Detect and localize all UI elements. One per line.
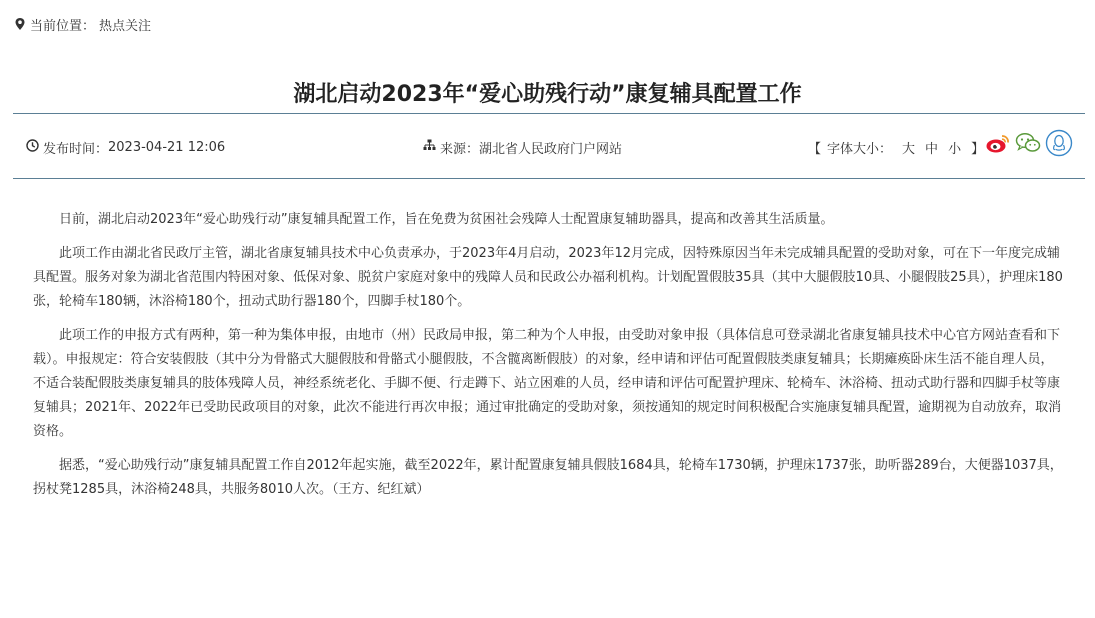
- article-paragraph: 日前，湖北启动2023年“爱心助残行动”康复辅具配置工作，旨在免费为贫困社会残障人士配置康复辅助器具，提高和改善其生活质量。: [59, 212, 834, 227]
- font-size-bracket-right: 】: [971, 141, 985, 157]
- clock-icon: [26, 139, 39, 156]
- breadcrumb: [14, 14, 151, 34]
- sitemap-icon: [423, 139, 436, 155]
- publish-label: 发布时间：: [43, 141, 109, 157]
- breadcrumb-label: 当前位置：: [30, 18, 96, 34]
- article-paragraph: 此项工作由湖北省民政厅主管，湖北省康复辅具技术中心负责承办，于2023年4月启动，2023年12月完成，因特殊原因当年未完成辅具配置的受助对象，可在下一年度完成辅具配置。服务对象为湖北省范围内特困对象、低保对象、脱贫户家庭对象中的残障人员和民政公办福利机构。计划配置假肢35具（其中大腿假肢10具、小腿假肢25具），护理床180张，轮椅车180辆，沐浴椅180个，扭动式助行器180个，四脚手杖180个。: [33, 246, 1063, 309]
- header-divider-top: [13, 113, 1085, 114]
- weibo-icon[interactable]: [985, 132, 1011, 158]
- font-size-bracket-left: 【: [808, 141, 822, 157]
- article-paragraph: 据悉，“爱心助残行动”康复辅具配置工作自2012年起实施，截至2022年，累计配置康复辅具假肢1684具，轮椅车1730辆，护理床1737张，助听器289台，大便器1037具，拐杖凳1285具，沐浴椅248具，共服务8010人次。（王方、纪红斌）: [33, 458, 1063, 497]
- font-size-medium-button[interactable]: 中: [925, 141, 939, 157]
- source-name: 湖北省人民政府门户网站: [479, 141, 623, 157]
- font-size-large-button[interactable]: 大: [902, 141, 916, 157]
- publish-time: 2023-04-21 12:06: [108, 139, 226, 155]
- qq-icon[interactable]: [1045, 129, 1073, 161]
- header-divider-bottom: [13, 178, 1085, 179]
- font-size-small-button[interactable]: 小: [948, 141, 962, 157]
- font-size-label: 字体大小：: [827, 141, 893, 157]
- article-body: [33, 208, 1063, 512]
- location-pin-icon: [14, 17, 26, 31]
- wechat-icon[interactable]: [1015, 132, 1041, 158]
- publish-info: [26, 137, 225, 157]
- share-bar: [985, 129, 1073, 161]
- page-title: 湖北启动2023年“爱心助残行动”康复辅具配置工作: [293, 81, 802, 107]
- source-label: 来源：: [440, 141, 480, 157]
- breadcrumb-current[interactable]: 热点关注: [99, 18, 152, 34]
- font-size-control: [808, 137, 984, 157]
- source-info: [423, 137, 622, 157]
- article-paragraph: 此项工作的申报方式有两种，第一种为集体申报，由地市（州）民政局申报，第二种为个人申报，由受助对象申报（具体信息可登录湖北省康复辅具技术中心官方网站查看和下载）。申报规定：符合安装假肢（其中分为骨骼式大腿假肢和骨骼式小腿假肢，不含髋离断假肢）的对象，经申请和评估可配置假肢类康复辅具；长期瘫痪卧床生活不能自理人员，不适合装配假肢类康复辅具的肢体残障人员，神经系统老化、手脚不便、行走蹲下、站立困难的人员，经申请和评估可配置护理床、轮椅车、沐浴椅、扭动式助行器和四脚手杖等康复辅具；2021年、2022年已受助民政项目的对象，此次不能进行再次申报；通过审批确定的受助对象，须按通知的规定时间积极配合实施康复辅具配置，逾期视为自动放弃，取消资格。: [33, 328, 1062, 439]
